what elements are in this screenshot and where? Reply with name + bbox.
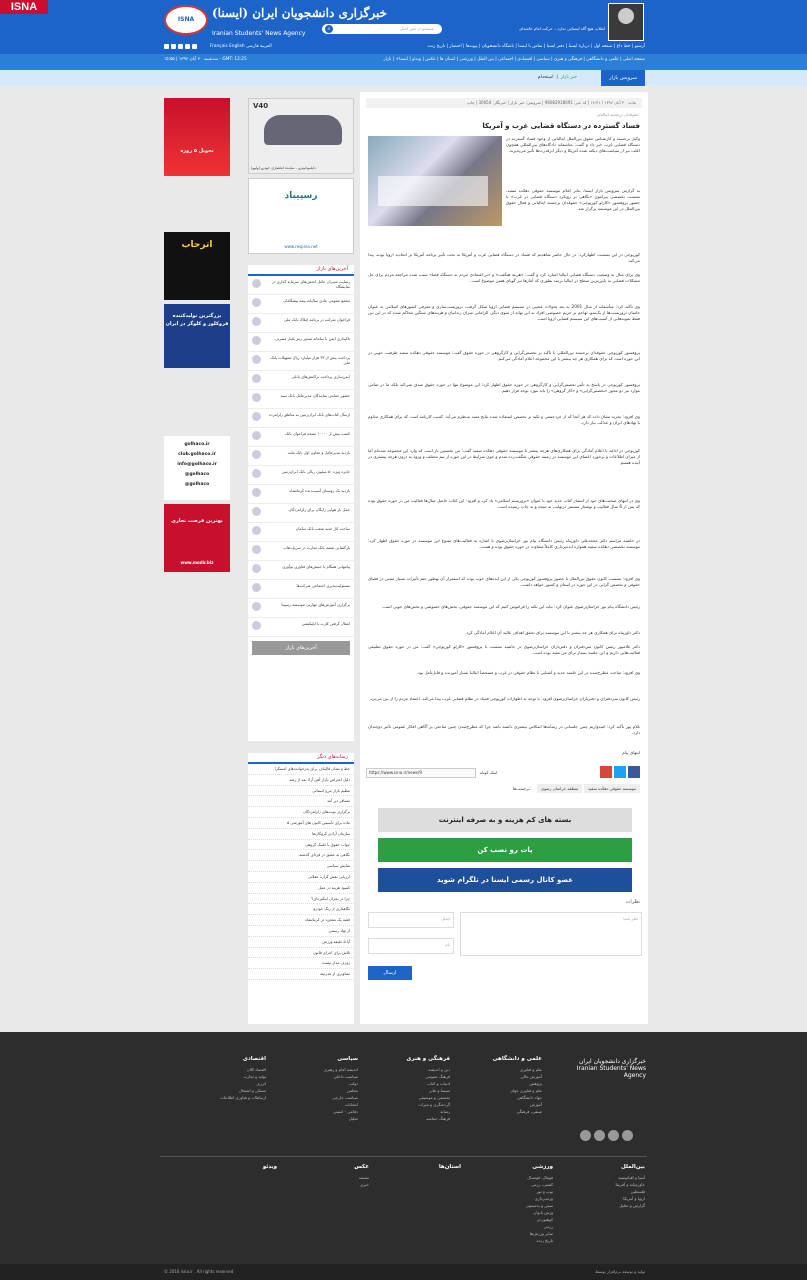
site-footer: [0, 1032, 807, 1280]
footer-link[interactable]: توپ و تور: [536, 1189, 553, 1194]
footer-link[interactable]: رزمی: [543, 1224, 553, 1229]
section-name[interactable]: سرویس بازار: [601, 70, 645, 86]
footer-link[interactable]: رسانه: [440, 1109, 450, 1114]
latest-news-item[interactable]: [248, 447, 354, 466]
footer-link[interactable]: دولت: [349, 1081, 358, 1086]
share-bar: [598, 766, 640, 780]
ad-charger[interactable]: اترحاب: [164, 232, 230, 300]
other-media-link[interactable]: تصاویری از مدرنیته: [248, 969, 354, 980]
footer-column: [295, 1164, 369, 1188]
latest-news-title[interactable]: بازگشایی شعبه بانک تجارت در سرپل‌ذهاب: [283, 545, 350, 550]
article-paragraph: وی برای مثال به وضعیت دستگاه قضایی ایتالیا اشاره کرد و گفت: «هزینه هنگفت» و «بی‌اعتمادی مردم به دستگاه قضا» سبب شده مراجعه مردم برای حل مشکلات قضایی به پایین‌ترین سطح در ایتالیا برسد بطوری که آمارها نیز گویای همین موضوع است.: [368, 272, 640, 283]
footer-column: [387, 1164, 461, 1174]
footer-column-heading[interactable]: فرهنگی و هنری: [406, 1056, 450, 1062]
footer-link[interactable]: دفاعی - امنیتی: [333, 1109, 358, 1114]
section-tabs[interactable]: خبر بازار | استخدام: [537, 75, 577, 80]
footer-link[interactable]: فوتبال، فوتسال: [527, 1175, 553, 1180]
copyright: © 2016 isna.ir . All rights reserved: [164, 1269, 234, 1274]
footer-link[interactable]: آسیا و اقیانوسیه: [618, 1175, 645, 1180]
footer-link[interactable]: انتخابات: [344, 1102, 358, 1107]
latest-news-item[interactable]: [248, 580, 354, 599]
article-paragraph: وی تأکید کرد: متأسفانه از سال 2001 به بعد تحولات عجیبی در سیستم قضایی اروپا شکل گرفت، تروریست‌سازی و معرفی کشورهای اسلامی به عنوان حامیان تروریست‌ها از یک‌سو، تهاجم بر حریم خصوصی افراد به این بهانه از سوی دیگر، الزاماتی میزان زندانیان و هزینه‌های سنگین محاکم شده که در این بین فقط نمونه‌هایی از آسیب‌های این سیستم قضایی اروپا است.: [368, 304, 640, 321]
footer-link[interactable]: کشتی، رزمی: [531, 1182, 553, 1187]
latest-news-item[interactable]: [248, 428, 354, 447]
footer-social: [580, 1130, 636, 1143]
footer-brand: خبرگزاری دانشجویان ایران Iranian Students' News Agency: [576, 1058, 646, 1079]
footer-link[interactable]: خاورمیانه و آفریقا: [615, 1182, 645, 1187]
article-paragraph: کورپوچی در ادامه با اعلام آمادگی برای همکاری‌های هرچه بیشتر با موسسه حقوقی دهکده سفید گفت: من تخستین بار است که وارد این مجموعه شده‌ام اما از میزان اطلاعات و برخورد اعضای این موسسه در زمینه حقوقی شگفت‌زده شدم و چون شرایط در این حوزه از تیم مختلف و ورود به درون هرچه بیشتری در آینده هستم.: [368, 448, 640, 465]
tags: [507, 784, 640, 793]
footer-column: [376, 1056, 450, 1122]
thumbnail-icon: [252, 545, 261, 554]
footer-column: [203, 1164, 277, 1174]
other-media-link[interactable]: ۵ ماده برای تأسیس کانون های آموزشی: [248, 818, 354, 829]
article-paragraph: وی افزود: نشست کانون حقوق بین‌الملل با حضور پروفسور کورپوچی یکی از این ایده‌های خوب بوده که استمرار آن بهطور حتم تأثیرات بسیار مثبتی در فضای حقوقی و تخصص گرایی در این حوزه در استان و کشور خواهد داشت.: [368, 576, 640, 587]
latest-news-item[interactable]: [248, 295, 354, 314]
brand-title-fa: خبرگزاری دانشجویان ایران (ایسنا): [212, 6, 387, 20]
thumbnail-icon: [252, 526, 261, 535]
banner-install-app[interactable]: پات رو نصب کن: [378, 838, 632, 862]
footer-column: [284, 1056, 358, 1122]
article-paragraph: وی افزود: مباحث مطرح‌شده در این جلسه جدید و آشنایی با نظام حقوقی در غرب و مشخصاً ایتالیا بسیار آموزنده و قابل‌تأمل بود.: [416, 670, 640, 675]
other-media-link[interactable]: آیا ۵ دقیقه ورزش: [248, 937, 354, 948]
footer-column-heading[interactable]: عکس: [354, 1164, 369, 1170]
instagram-icon[interactable]: [594, 1130, 605, 1141]
latest-news-item[interactable]: [248, 333, 354, 352]
article-meta: ماده: ۳۰ آبان ۱۳۹۶ / ۱۴:۳۱ | کد خبر: 96082918091 | سرویس: خبر بازار | خبرنگار: 30654 | چاپ: [366, 98, 642, 108]
other-media-link[interactable]: مسافر دیر آمد: [248, 796, 354, 807]
other-media-link[interactable]: تلاش برای اجرای قانون: [248, 948, 354, 959]
latest-news-block: [248, 265, 354, 741]
latest-news-title[interactable]: ایمن‌سازی پرداخت تراکنش‌های بانکی: [291, 374, 350, 379]
latest-news-heading: آخرین‌های بازار: [248, 265, 354, 276]
header-social-icons[interactable]: [164, 44, 199, 51]
googleplus-icon[interactable]: [600, 766, 612, 778]
footer-link[interactable]: تاریخ زنده: [536, 1238, 553, 1243]
article-paragraph: پروفسور کورپوچی در پاسخ به تأثیر تخصص‌گرایی و کارگروهی در حوزه حقوق اظهار کرد: این موضوع تنها در حوزه حقوق صدق نمی‌کند بلکه ما در تمامی موارد نیز دو محور «تخصص‌گرایی» و «کار گروهی» را باید مورد توجه قرار دهیم.: [368, 382, 640, 393]
footer-link[interactable]: جهاد دانشگاهی: [516, 1095, 542, 1100]
latest-news-title[interactable]: پیامهایی همگام با جنبش‌های فناوری نوآوری: [282, 564, 350, 569]
thumbnail-icon: [252, 621, 261, 630]
footer-link[interactable]: فرهنگ عمومی: [425, 1074, 450, 1079]
thumbnail-icon: [252, 602, 261, 611]
latest-news-title[interactable]: بازدید یک روستای آسیب‌دیده کرمانشاه: [289, 488, 350, 493]
other-media-link[interactable]: نگاهی به عشق در فردای گذشته: [248, 850, 354, 861]
footer-link[interactable]: تحلیل: [348, 1116, 358, 1121]
tag[interactable]: منطقه خراسان رضوی: [537, 784, 582, 793]
search-icon[interactable]: ⌕: [325, 25, 333, 33]
facebook-icon: [185, 44, 190, 49]
footer-link[interactable]: تجسمی و موسیقی: [418, 1095, 450, 1100]
thumbnail-icon: [252, 393, 261, 402]
other-media-link[interactable]: برگزاری نوبت‌های زلزله‌زدگان: [248, 807, 354, 818]
latest-news-item[interactable]: [248, 466, 354, 485]
other-media-link[interactable]: جواب حقوق با تکنیک گروهی: [248, 840, 354, 851]
article-paragraph: رئیس دانشگاه پیام نور خراسان‌رضوی عنوان کرد: نباید این نکته را فراموش کنیم که این موسسه حقوقی، بخش‌های خصوصی و بخش‌های خوبی است.: [381, 604, 640, 609]
footer-link[interactable]: علم و فناوری: [519, 1067, 542, 1072]
footer-link[interactable]: علم و فناوری جهان: [510, 1088, 542, 1093]
header-quote: انقلاب هیچ گاه ایستایی ندارد... حرکت امام خامنه‌ای: [519, 26, 605, 31]
footer-link[interactable]: مسکن و اشتغال: [238, 1088, 266, 1093]
thumbnail-icon: [252, 279, 261, 288]
footer-link[interactable]: انرژی: [256, 1081, 266, 1086]
footer-link[interactable]: تنیس و بدمینتون: [525, 1203, 553, 1208]
article-paragraph: پروفسور کورپوچی حقوقدان برجسته بین‌المللی با تأکید بر تخصص‌گرایی و کارگروهی در حوزه حقوق گفت: موسسه حقوقی دهکده سفید ظرفیت خوبی در این حوزه است که برای همکاری هر چه بیشتر با این مجموعه اعلام آمادگی می‌کنم.: [368, 350, 640, 361]
footer-column-heading[interactable]: ویدئو: [262, 1164, 277, 1170]
telegram-icon: [164, 44, 169, 49]
latest-news-item[interactable]: [248, 409, 354, 428]
ad-golhaco[interactable]: golhaco.ir club.golhaco.ir info@golhaco.ir @golhaco @golhaco: [164, 436, 230, 500]
footer-column: [468, 1056, 542, 1115]
article-paragraph: وی افزود: تجربه نشان داده که هر آنجا که از خردجمعی و تکیه بر تخصص استفاده شده نتایج مفید به‌نظرم می‌آید. کسب کارنامه است که برای همکاری مداوم با نهادهای ایران و عدالت نیاز دارد.: [368, 414, 640, 425]
footer-link[interactable]: اقتصاد کلان: [246, 1067, 266, 1072]
footer-link[interactable]: اندیشه امام و رهبری: [323, 1067, 358, 1072]
thumbnail-icon: [252, 450, 261, 459]
latest-news-title[interactable]: حمل بار هوایی رایگان برای زلزله‌زدگان: [288, 507, 350, 512]
footer-link[interactable]: وزش بانوان: [533, 1210, 553, 1215]
latest-news-title[interactable]: ارسال کتاب‌های بانک ایران‌زمین به مناطق زلزله‌زده: [268, 412, 350, 417]
other-media-link[interactable]: ارزیابی نقش گزاره عقلانی: [248, 872, 354, 883]
thumbnail-icon: [252, 507, 261, 516]
latest-news-title[interactable]: جایزه ویژه ۵۰ میلیون ریالی بانک ایران‌زمین: [281, 469, 350, 474]
footer-link[interactable]: ارتباطات و فناوری اطلاعات: [220, 1095, 266, 1100]
latest-news-item[interactable]: [248, 352, 354, 371]
footer-column-heading[interactable]: استان‌ها: [438, 1164, 461, 1170]
latest-news-item[interactable]: [248, 561, 354, 580]
latest-news-item[interactable]: [248, 314, 354, 333]
footer-column-heading[interactable]: سیاسی: [337, 1056, 358, 1062]
thumbnail-icon: [252, 564, 261, 573]
footer-link[interactable]: ادبیات و کتاب: [427, 1081, 450, 1086]
footer-link[interactable]: تولید و تجارت: [243, 1074, 266, 1079]
banner-telegram[interactable]: عضو کانال رسمی ایسنا در تلگرام شوید: [378, 868, 632, 892]
thumbnail-icon: [252, 469, 261, 478]
latest-news-item[interactable]: [248, 599, 354, 618]
short-link-field[interactable]: https://www.isna.ir/news/9: [366, 768, 476, 778]
footer-link[interactable]: گزارش و تحلیل: [619, 1203, 645, 1208]
twitter-icon[interactable]: [580, 1130, 591, 1141]
footer-link[interactable]: فرهنگ حماسه: [426, 1116, 450, 1121]
comment-textarea[interactable]: نظر شما: [460, 912, 642, 956]
instagram-icon: [178, 44, 183, 49]
current-date: سه‌شنبه ۳۰ آبان ۱۳۹۶ | ۱۵:۵۵ - GMT: 12:25: [164, 57, 247, 62]
other-media-link[interactable]: از نهاد رسمی: [248, 926, 354, 937]
thumbnail-icon: [252, 412, 261, 421]
ad-car-delivery[interactable]: تحویل ۵ روزه: [164, 98, 230, 176]
other-media-link[interactable]: تنظیم بازار مرغ اسمانی: [248, 786, 354, 797]
latest-news-title[interactable]: کسب بیش از ۱۰۰۰۰ نسخه فراخوان بانک: [284, 431, 350, 436]
latest-news-item[interactable]: [248, 504, 354, 523]
rss-icon[interactable]: [622, 1130, 633, 1141]
isna-badge[interactable]: ISNA: [0, 0, 48, 14]
footer-link[interactable]: مستند: [358, 1175, 369, 1180]
latest-news-item[interactable]: [248, 485, 354, 504]
footer-link[interactable]: فلسطین: [630, 1189, 645, 1194]
latest-news-title[interactable]: مجمع عمومی عادی سالیانه بیمه پیشگامان: [283, 298, 350, 303]
other-media-link[interactable]: چرا در بحران اینگیزه‌ای؟: [248, 894, 354, 905]
article-paragraph: کورپوچی در این نشست اظهارکرد: در حال حاضر شاهدیم که فساد در دستگاه قضایی غرب و آمریکا به تحت تأثیر برنامه آمریکا بر اتحادیه اروپا بوده، پیدا می‌کند.: [368, 252, 640, 263]
tab-jobs[interactable]: استخدام: [537, 75, 554, 80]
rss-icon: [192, 44, 197, 49]
category-links[interactable]: صفحه اصلی | علمی و دانشگاهی | فرهنگی و هنری | سیاسی | اقتصادی | اجتماعی | بین الملل | ورزشی | استان ها | عکس | ویدئو | ایسنا+ | بازار: [383, 57, 645, 62]
other-media-link[interactable]: خط و نشان قالیباف برای پدرخوانده‌های امنیتگرا: [248, 764, 354, 775]
footer-column: [192, 1056, 266, 1101]
bottom-bar: [0, 1264, 807, 1280]
section-bar: [0, 70, 807, 86]
latest-news-item[interactable]: [248, 276, 354, 295]
language-switcher[interactable]: Français English العربية فارسی: [210, 44, 272, 49]
footer-link[interactable]: خبری: [359, 1182, 369, 1187]
footer-link[interactable]: سیاست خارجی: [332, 1095, 358, 1100]
footer-link[interactable]: مجلس: [346, 1088, 358, 1093]
other-media-link[interactable]: دلیل اعتراض بازار آهن آزاد بعد از رشد: [248, 775, 354, 786]
article-photo[interactable]: [368, 136, 502, 226]
send-button[interactable]: ارسال: [368, 966, 412, 980]
more-latest-button[interactable]: آخرین‌های بازار: [252, 641, 350, 655]
latest-news-title[interactable]: برگزاری آموزش‌های مهارتی موسسه رسپینا: [281, 602, 350, 607]
latest-news-item[interactable]: [248, 390, 354, 409]
other-media-link[interactable]: سازمان آزادی گروگان‌ها: [248, 829, 354, 840]
latest-news-title[interactable]: مسئولیت‌پذیری اجتماعی شرکت‌ها: [296, 583, 350, 588]
ad-producer[interactable]: بزرگترین تولیدکننده فروکلوز و کلوگز در ایران: [164, 304, 230, 368]
tab-market-news[interactable]: خبر بازار: [560, 75, 577, 80]
other-media-link[interactable]: ژوزف مدار نیست: [248, 958, 354, 969]
footer-column-heading[interactable]: علمی و دانشگاهی: [492, 1056, 542, 1062]
other-media-link[interactable]: نگاهداری از رنگ خودرو: [248, 904, 354, 915]
other-media-link[interactable]: قصه یک معجزه در کرمانشاه: [248, 915, 354, 926]
article-end-mark: انتهای پیام: [622, 750, 640, 755]
article-paragraph: دکتر داورپناه برای همکاری هر چه بیشتر با این موسسه برای تحقق اهداف عالیه آن اعلام آمادگی کرد.: [465, 630, 640, 635]
thumbnail-icon: [252, 355, 261, 364]
search-input[interactable]: ⌕ جستجو در متن اخبار: [322, 24, 442, 34]
middle-ads: [248, 98, 354, 258]
other-media-heading: رسانه‌های دیگر: [248, 753, 354, 764]
twitter-icon: [171, 44, 176, 49]
latest-news-title[interactable]: ساخت کار جدید شعب بانک سامان: [295, 526, 350, 531]
footer-link[interactable]: سیاست داخلی: [333, 1074, 358, 1079]
latest-news-title[interactable]: رضایت مدیران عامل انجمن‌های سرمایه گذاری در نمایشگاه: [271, 279, 350, 289]
footer-link[interactable]: دین و اندیشه: [428, 1067, 450, 1072]
article-paragraph: به گزارش سرویس بازار ایسنا، بنابر اعلام موسسه حقوقی دهکده سفید، نشست تخصصی پیرامون «نگاهی بر رویکرد دستگاه قضایی در غرب» با حضور پروفسور «کارلو کورپوچی» حقوقدان برجسته ایتالیایی و فعال حقوق بین‌الملل در این موسسه برگزار شد.: [506, 188, 640, 211]
facebook-icon[interactable]: [628, 766, 640, 778]
footer-link[interactable]: گردشگری و میراث: [418, 1102, 450, 1107]
footer-link[interactable]: آموزش عالی: [520, 1074, 542, 1079]
latest-news-title[interactable]: حضور حمایتی نمایندگان مدیرعامل بانک سپه: [280, 393, 350, 398]
name-field[interactable]: نام: [368, 938, 454, 954]
other-media-block: [248, 753, 354, 1024]
latest-news-title[interactable]: فراخوان شرکت در برنامه املاک بانک ملی: [283, 317, 350, 322]
footer-divider: [160, 1156, 647, 1157]
footer-column: [571, 1164, 645, 1209]
article-paragraph: در حاشیه مراسم دکتر محمدعلی داورپناه رئیس دانشگاه پیام نور خراسان‌رضوی با اشاره به فعالیت‌های متنوع این موسسه در حوزه حقوق اظهار کرد: موسسه تخصصی دهکده سفید همواره ایده‌پردازی کاملاً متفاوت در حوزه حقوق بوده و هست.: [368, 538, 640, 549]
latest-news-item[interactable]: [248, 523, 354, 542]
email-field[interactable]: ایمیل: [368, 912, 454, 928]
latest-news-title[interactable]: تاکیداری ایمن با سامانه صدور رمز یکبار مصرف: [275, 336, 350, 341]
footer-column-heading[interactable]: بین‌الملل: [620, 1164, 645, 1170]
ad-respina[interactable]: رسپیناد www.respina.net: [248, 178, 354, 254]
footer-link[interactable]: صنفی، فرهنگی: [516, 1109, 542, 1114]
twitter-icon[interactable]: [614, 766, 626, 778]
footer-link[interactable]: وزنه‌برداری: [534, 1196, 553, 1201]
thumbnail-icon: [252, 431, 261, 440]
powered-by[interactable]: تولید و توسعه نرم‌افزار توسط: [595, 1269, 645, 1274]
top-nav[interactable]: آرشیو | خط داغ | صفحه اول | دربارۀ ایسنا | دفتر ایسنا | تماس با ایسنا | باشگاه دانشجویان | پیوندها | احتضار | تاریخ زنده: [427, 44, 645, 49]
latest-news-title[interactable]: بازدید مدیرعامل و معاون اول بانک ملت: [287, 450, 350, 455]
other-media-link[interactable]: نمایش سیاسی: [248, 861, 354, 872]
footer-column-heading[interactable]: ورزشی: [532, 1164, 553, 1170]
footer-link[interactable]: سینما و تئاتر: [429, 1088, 450, 1093]
footer-link[interactable]: کوهنوردی: [536, 1217, 553, 1222]
article-paragraph: غلام پور تأکید کرد: امیدواریم چنین جلساتی در رسانه‌ها انعکاس بیشتری داشته باشد چرا که مطرح‌شدن چنین مباحثی بر آگاهی افکار عمومی تأثیر دوچندان دارد.: [368, 724, 640, 735]
ad-business[interactable]: بهترین فرصت تجاری www.modir.biz: [164, 504, 230, 572]
site-header: [0, 0, 807, 54]
latest-news-item[interactable]: [248, 371, 354, 390]
latest-news-title[interactable]: پرداخت بیش از ۳۳ هزار میلیارد ریال تسهیلات بانک ملی: [270, 355, 350, 365]
thumbnail-icon: [252, 488, 261, 497]
latest-news-item[interactable]: [248, 542, 354, 561]
telegram-icon[interactable]: [608, 1130, 619, 1141]
article: [360, 92, 648, 1024]
thumbnail-icon: [252, 583, 261, 592]
thumbnail-icon: [252, 336, 261, 345]
article-lead: وکیل برجسته و کارشناس حقوق بین‌الملل ایتالیایی از وجود فساد گسترده در دستگاه قضایی غرب خبر داد و گفت: متاسفانه دادگاه‌های بین‌المللی همچون اغلب نیز از سیاست‌های دیکته شده آمریکا و دیگر ابرقدرت‌ها تأثیر می‌پذیرند.: [506, 136, 640, 153]
short-link-label: لینک کوتاه: [480, 770, 497, 775]
footer-link[interactable]: سایر ورزش‌ها: [529, 1231, 553, 1236]
article-title: فساد گسترده در دستگاه قضایی غرب و آمریکا: [482, 122, 640, 130]
ad-volvo[interactable]: V40 دایلموخودرو - نماینده انحصاری خودرو (ولوو): [248, 98, 354, 174]
comments-heading: نظرات: [625, 899, 640, 905]
isna-logo[interactable]: ISNA: [164, 5, 208, 35]
footer-column-heading[interactable]: اقتصادی: [242, 1056, 266, 1062]
thumbnail-icon: [252, 374, 261, 383]
article-paragraph: رئیس کانون سردفتران و دفتریاران خراسان‌رضوی افزود: با توجه به اظهارات کورپوچی فساد در نظام قضایی غرب پیدا می‌کند، اعتماد مردم را از بین می‌برد.: [369, 696, 640, 701]
footer-link[interactable]: اروپا و آمریکا: [623, 1196, 645, 1201]
thumbnail-icon: [252, 298, 261, 307]
article-paragraph: دکتر غلامپور رئیس کانون سردفتران و دفتریاران خراسان‌رضوی در حاشیه نشست با پروفسور «کارلو کورپوچی» گفت: من در حوزه حقوق تطبیقی فعالیت‌هایی داریم و این جلسه بسیار برای من مفید بوده است.: [368, 644, 640, 655]
article-kicker: حقوقدان برجسته ایتالیایی:: [596, 112, 640, 117]
footer-link[interactable]: پژوهش: [529, 1081, 542, 1086]
category-nav: [0, 54, 807, 70]
latest-news-title[interactable]: انتقال گرفتن کارت با اپلیکیشن: [301, 621, 350, 626]
latest-news-item[interactable]: [248, 618, 354, 637]
tags-label: برچسب‌ها:: [512, 786, 531, 791]
thumbnail-icon: [252, 317, 261, 326]
other-media-link[interactable]: کمبود هزینه در عمل: [248, 883, 354, 894]
footer-column: [479, 1164, 553, 1244]
footer-link[interactable]: آموزش: [529, 1102, 542, 1107]
article-paragraph: وی در انتهای صحبت‌های خود از انتشار کتاب جدید خود با عنوان «تروریسم اسلامی» یاد کرد و افزود: این کتاب حاصل سال‌ها فعالیت من در حوزه حقوق بوده که پس از 6 سال فعالیت و نوشتار مستمر درنهایت به نتیجه و به چاپ رسیده است.: [368, 498, 640, 509]
brand-title-en: Iranian Students' News Agency: [212, 30, 306, 37]
banner-internet-packages[interactable]: بسته های کم هزینه و به صرفه اینترنت: [378, 808, 632, 832]
leader-portrait: [608, 3, 644, 41]
tag[interactable]: موسسه حقوقی دهکده سفید: [584, 784, 640, 793]
